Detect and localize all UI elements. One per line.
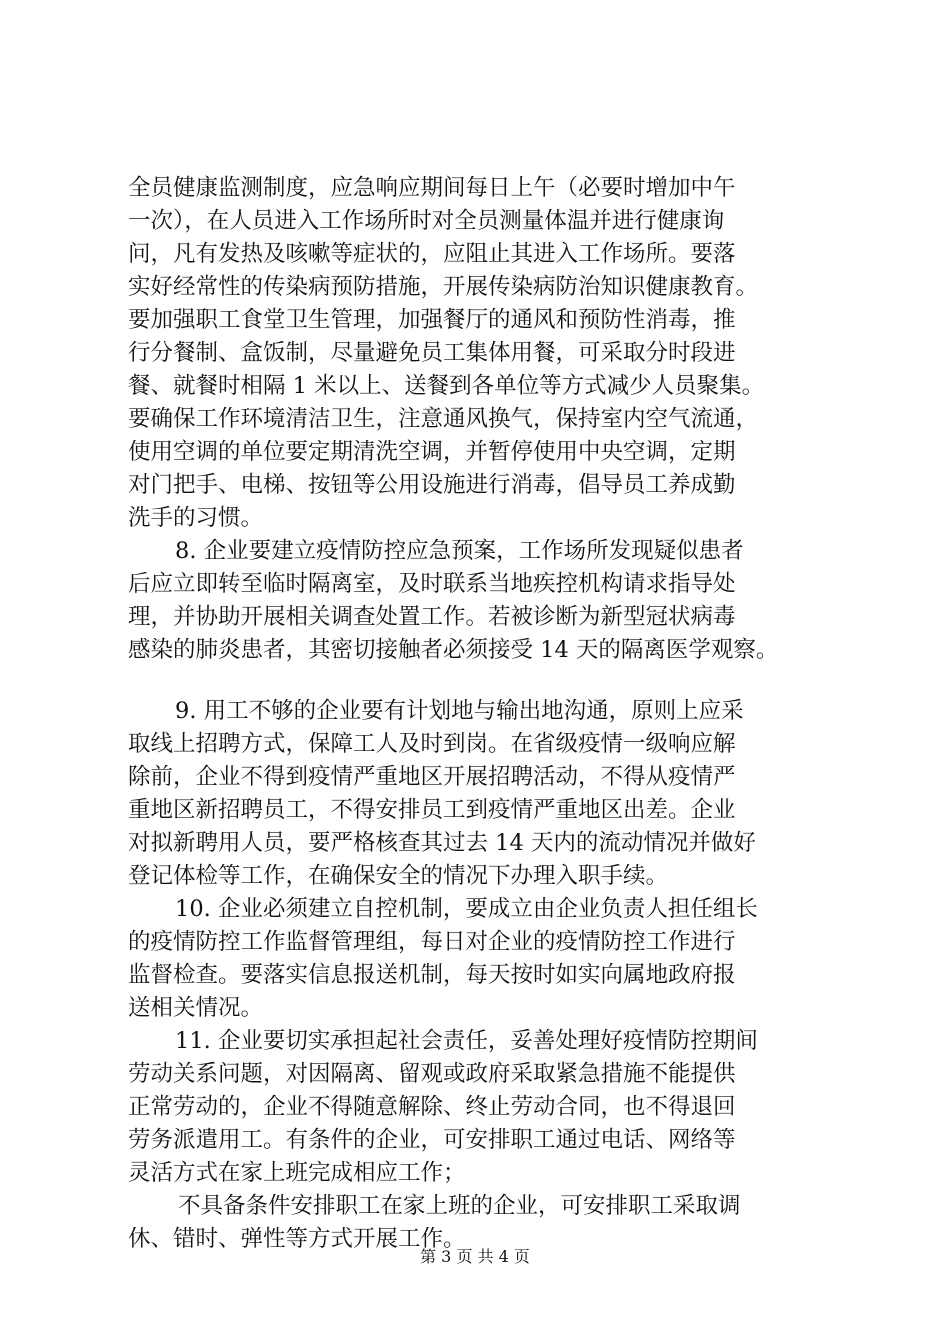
text-line: 除前，企业不得到疫情严重地区开展招聘活动，不得从疫情严 [128,764,736,790]
text-line: 餐、就餐时相隔 1 米以上、送餐到各单位等方式减少人员聚集。 [128,373,765,399]
text-line: 一次），在人员进入工作场所时对全员测量体温并进行健康询 [128,208,725,234]
text-line: 对门把手、电梯、按钮等公用设施进行消毒，倡导员工养成勤 [128,472,736,498]
text-line: 要加强职工食堂卫生管理，加强餐厅的通风和预防性消毒，推 [128,307,736,333]
final-paragraph-first-line: 不具备条件安排职工在家上班的企业，可安排职工采取调 [178,1193,741,1219]
text-line: 重地区新招聘员工，不得安排员工到疫情严重地区出差。企业 [128,797,736,823]
paragraph-11-first-line: 11. 企业要切实承担起社会责任，妥善处理好疫情防控期间 [175,1028,758,1054]
text-line: 实好经常性的传染病预防措施，开展传染病防治知识健康教育。 [128,274,759,300]
text-line: 正常劳动的，企业不得随意解除、终止劳动合同，也不得退回 [128,1094,736,1120]
paragraph-10-first-line: 10. 企业必须建立自控机制，要成立由企业负责人担任组长 [175,896,758,922]
text-line: 对拟新聘用人员，要严格核查其过去 14 天内的流动情况并做好 [128,830,756,856]
text-line: 登记体检等工作，在确保安全的情况下办理入职手续。 [128,863,669,889]
text-line: 劳动关系问题，对因隔离、留观或政府采取紧急措施不能提供 [128,1061,736,1087]
text-line: 的疫情防控工作监督管理组，每日对企业的疫情防控工作进行 [128,929,736,955]
text-line: 理，并协助开展相关调查处置工作。若被诊断为新型冠状病毒 [128,604,736,630]
text-line: 行分餐制、盒饭制，尽量避免员工集体用餐，可采取分时段进 [128,340,736,366]
text-line: 洗手的习惯。 [128,505,264,531]
text-line: 灵活方式在家上班完成相应工作； [128,1160,466,1186]
text-line: 感染的肺炎患者，其密切接触者必须接受 14 天的隔离医学观察。 [128,637,779,663]
text-line: 后应立即转至临时隔离室，及时联系当地疾控机构请求指导处 [128,571,736,597]
paragraph-9-first-line: 9. 用工不够的企业要有计划地与输出地沟通，原则上应采 [175,698,744,724]
text-line: 劳务派遣用工。有条件的企业，可安排职工通过电话、网络等 [128,1127,736,1153]
text-line: 全员健康监测制度，应急响应期间每日上午（必要时增加中午 [128,175,736,201]
text-line: 问，凡有发热及咳嗽等症状的，应阻止其进入工作场所。要落 [128,241,736,267]
page-number-footer: 第 3 页 共 4 页 [420,1247,530,1266]
text-line: 取线上招聘方式，保障工人及时到岗。在省级疫情一级响应解 [128,731,736,757]
text-line: 休、错时、弹性等方式开展工作。 [128,1226,466,1252]
text-line: 要确保工作环境清洁卫生，注意通风换气，保持室内空气流通， [128,406,759,432]
text-line: 送相关情况。 [128,995,264,1021]
text-line: 监督检查。要落实信息报送机制，每天按时如实向属地政府报 [128,962,736,988]
paragraph-8-first-line: 8. 企业要建立疫情防控应急预案，工作场所发现疑似患者 [175,538,744,564]
text-line: 使用空调的单位要定期清洗空调，并暂停使用中央空调，定期 [128,439,736,465]
